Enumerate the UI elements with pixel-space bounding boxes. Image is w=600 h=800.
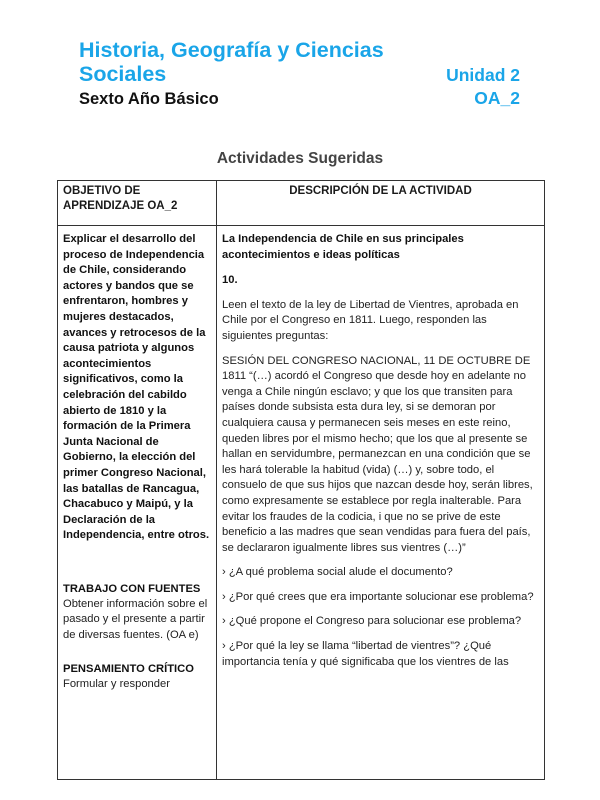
table-header-row: [58, 181, 545, 226]
description-header: DESCRIPCIÓN DE LA ACTIVIDAD: [217, 181, 545, 226]
document-header: [79, 38, 524, 109]
objective-cell: [58, 226, 217, 780]
skill-critical-title: PENSAMIENTO CRÍTICO: [63, 662, 194, 675]
objective-header: OBJETIVO DE APRENDIZAJE OA_2: [58, 181, 217, 226]
subject-title-line2: Sociales: [79, 62, 167, 86]
table-body-row: [58, 226, 545, 780]
unit-label: Unidad 2: [446, 65, 520, 85]
oa-label: OA_2: [474, 88, 520, 108]
law-quote: SESIÓN DEL CONGRESO NACIONAL, 11 DE OCTUBRE DE 1811 “(…) acordó el Congreso que desde hoy en adelante no venga a Chile ningún esclavo; y que los que transiten para países donde subsista esta dura ley, si se demoran por cualquiera causa y permanecen seis meses en este reino, queden libres por el mismo hecho; que los que al presente se hallan en servidumbre, permanezcan en una condición que se les hará tolerable la habitud (vida) (…) y, sobre todo, el consuelo de que sus hijos que nazcan desde hoy, serán libres, como expresamente se establece por regla inalterable. Para evitar los fraudes de la codicia, i que no se prive de este beneficio a las madres que sean vendidas para fuera del país, se declararon igualmente libres sus vientres (…)”: [222, 354, 533, 554]
skill-sources-title: TRABAJO CON FUENTES: [63, 582, 201, 595]
description-cell: [217, 226, 545, 780]
subject-title-line1: Historia, Geografía y Ciencias: [79, 38, 384, 62]
question-item: › ¿Por qué la ley se llama “libertad de vientres”? ¿Qué importancia tenía y qué significaba que los vientres de las: [222, 640, 509, 668]
question-item: › ¿Qué propone el Congreso para solucionar ese problema?: [222, 615, 522, 628]
section-title: Actividades Sugeridas: [216, 150, 384, 167]
activity-instruction: Leen el texto de la ley de Libertad de Vientres, aprobada en Chile por el Congreso en 1811. Luego, responden las siguientes preguntas:: [222, 298, 519, 342]
objective-text: Explicar el desarrollo del proceso de Independencia de Chile, considerando actores y bandos que se enfrentaron, hombres y mujeres destacados, avances y retrocesos de la causa patriota y algunos acontecimientos significativos, como la celebración del cabildo abierto de 1810 y la formación de la Primera Junta Nacional de Gobierno, la elección del primer Congreso Nacional, las batallas de Rancagua, Chacabuco y Maipú, y la Declaración de la Independencia, entre otros.: [63, 233, 210, 542]
skill-sources-text: Obtener información sobre el pasado y el presente a partir de diversas fuentes. (OA e): [63, 597, 208, 642]
activity-number: 10.: [222, 274, 238, 287]
activity-title: La Independencia de Chile en sus principales acontecimientos e ideas políticas: [222, 233, 464, 261]
activities-table: [57, 180, 545, 780]
skill-critical-text: Formular y responder: [63, 677, 170, 690]
question-item: › ¿A qué problema social alude el documento?: [222, 566, 453, 579]
grade-label: Sexto Año Básico: [79, 90, 219, 108]
question-item: › ¿Por qué crees que era importante solucionar ese problema?: [222, 590, 534, 603]
